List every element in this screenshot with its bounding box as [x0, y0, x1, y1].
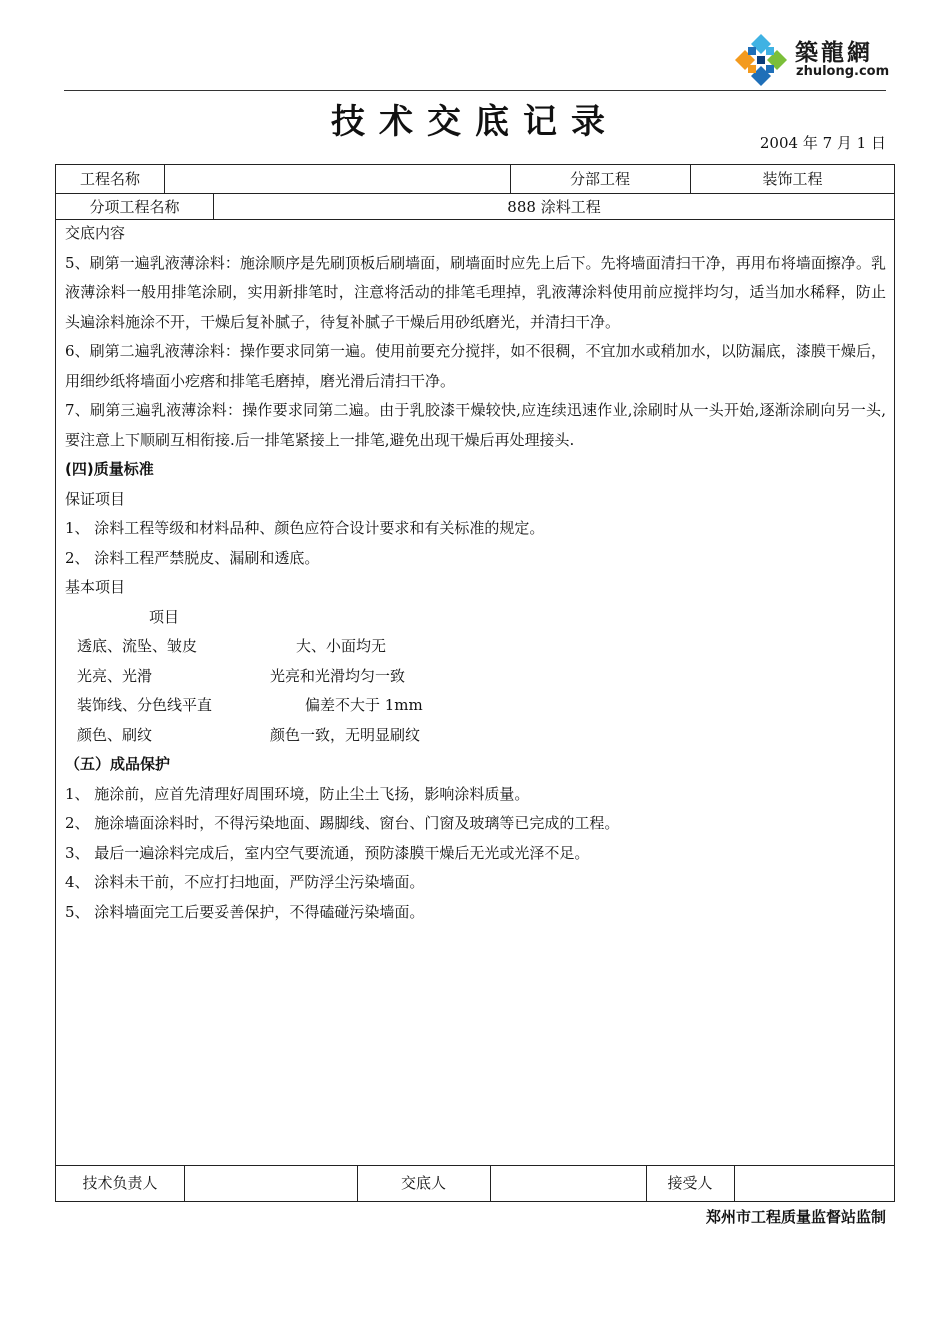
basic-heading: 基本项目 [65, 578, 126, 596]
receiver-label: 接受人 [667, 1174, 713, 1192]
step-6: 6、刷第二遍乳液薄涂料：操作要求同第一遍。使用前要充分搅拌，如不很稠，不宜加水或稍加水，以防漏底，漆膜干燥后，用细纱纸将墙面小疙瘩和排笔毛磨掉，磨光滑后清扫干净。 [65, 342, 886, 390]
quality-heading: (四)质量标准 [65, 460, 154, 478]
basic-standard: 偏差不大于 1mm [305, 696, 423, 714]
step-5: 5、刷第一遍乳液薄涂料：施涂顺序是先刷顶板后刷墙面，刷墙面时应先上后下。先将墙面清扫干净，再用布将墙面擦净。乳液薄涂料一般用排笔涂刷，实用新排笔时，注意将活动的排笔毛理掉，乳液薄涂料使用前应搅拌均匀，适当加水稀释，防止头遍涂料施涂不开，干燥后复补腻子，待复补腻子干燥后用砂纸磨光，并清扫干净。 [65, 253, 886, 331]
basic-standard: 光亮和光滑均匀一致 [270, 666, 406, 685]
discloser-field[interactable] [490, 1169, 646, 1197]
basic-standard: 大、小面均无 [296, 637, 387, 655]
basic-item: 透底、流坠、皱皮 [77, 637, 198, 655]
item-name-label: 分项工程名称 [89, 198, 180, 216]
row-divider [56, 1165, 894, 1166]
basic-table-row [65, 721, 886, 751]
protection-item: 5、 涂料墙面完工后要妥善保护，不得磕碰污染墙面。 [65, 902, 425, 921]
item-name-value: 888 涂料工程 [507, 198, 601, 216]
protection-item: 3、 最后一遍涂料完成后，室内空气要流通，预防漆膜干燥后无光或光泽不足。 [65, 843, 590, 862]
content-heading: 交底内容 [65, 224, 126, 242]
guarantee-item: 2、 涂料工程严禁脱皮、漏刷和透底。 [65, 548, 320, 567]
guarantee-heading: 保证项目 [65, 489, 126, 508]
tech-lead-label: 技术负责人 [82, 1174, 158, 1192]
project-name-label: 工程名称 [79, 170, 140, 188]
logo-domain: zhulong.com [796, 64, 890, 79]
record-date: 2004 年 7 月 1 日 [759, 134, 886, 152]
sub-project-label: 分部工程 [569, 170, 630, 188]
protection-item: 1、 施涂前，应首先清理好周围环境，防止尘土飞扬，影响涂料质量。 [65, 784, 530, 803]
basic-table-row [65, 632, 886, 662]
protection-heading: （五）成品保护 [65, 755, 171, 773]
logo-name: 築龍網 [795, 39, 873, 66]
project-name-field[interactable] [164, 165, 510, 193]
protection-item: 2、 施涂墙面涂料时，不得污染地面、踢脚线、窗台、门窗及玻璃等已完成的工程。 [65, 814, 620, 832]
step-7: 7、刷第三遍乳液薄涂料：操作要求同第二遍。由于乳胶漆干燥较快,应连续迅速作业,涂刷时从一头开始,逐渐涂刷向另一头,要注意上下顺刷互相衔接.后一排笔紧接上一排笔,避免出现干燥后再处理接头. [65, 401, 886, 449]
guarantee-item: 1、 涂料工程等级和材料品种、颜色应符合设计要求和有关标准的规定。 [65, 519, 545, 537]
page-title: 技术交底记录 [331, 102, 619, 142]
basic-item: 颜色、刷纹 [77, 725, 153, 744]
receiver-field[interactable] [734, 1169, 895, 1197]
header-rule [64, 90, 886, 91]
basic-item: 装饰线、分色线平直 [77, 696, 213, 714]
basic-standard: 颜色一致，无明显刷纹 [270, 725, 421, 744]
protection-item: 4、 涂料未干前，不应打扫地面，严防浮尘污染墙面。 [65, 873, 425, 891]
basic-item: 光亮、光滑 [77, 666, 153, 685]
discloser-label: 交底人 [400, 1174, 446, 1192]
basic-table-header: 项目 [149, 607, 180, 626]
sub-project-value: 装饰工程 [762, 170, 823, 188]
disclosure-content [65, 219, 886, 927]
tech-lead-field[interactable] [184, 1169, 357, 1197]
basic-table-row [65, 691, 886, 721]
issuer-footer: 郑州市工程质量监督站监制 [705, 1208, 886, 1226]
basic-table-row [65, 662, 886, 692]
record-table [55, 164, 895, 1202]
basic-table-header-row [65, 603, 886, 633]
